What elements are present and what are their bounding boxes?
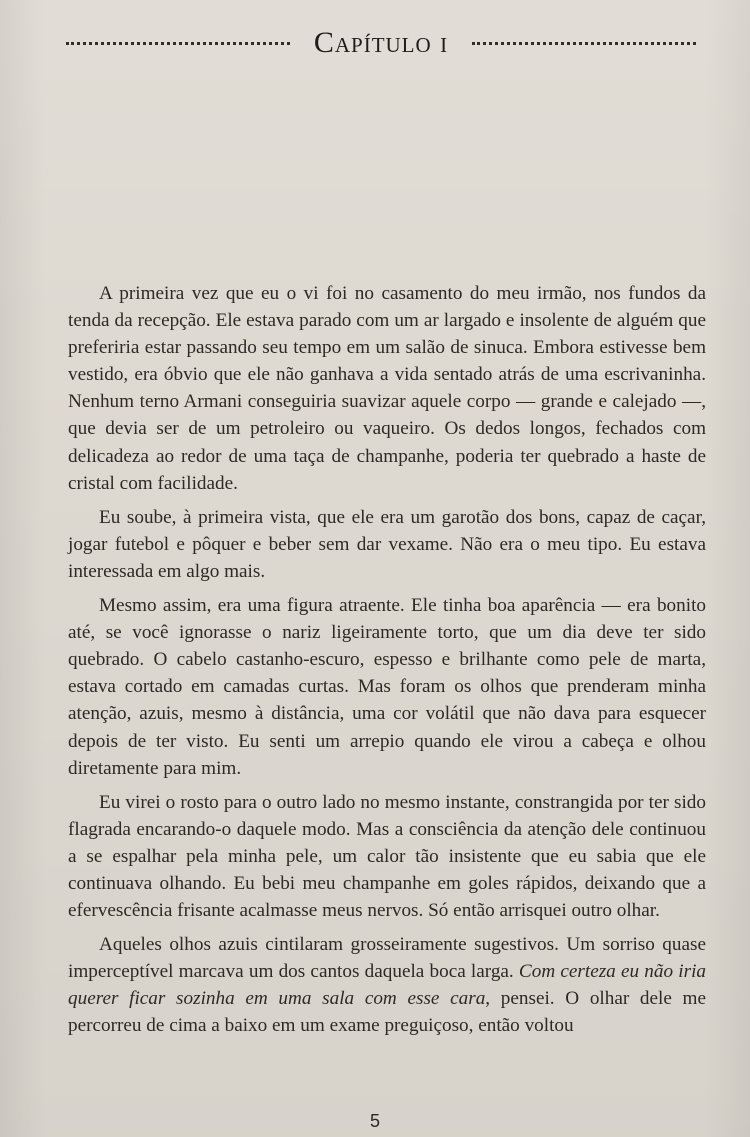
paragraph: Mesmo assim, era uma figura atraente. Ele tinha boa aparência — era bonito até, se você ignorasse o nariz ligeiramente torto, que um dia deve ter sido quebrado. O cabelo castanho-escuro, espesso e brilhante como pele de marta, estava cortado em camadas curtas. Mas foram os olhos que prenderam minha atenção, azuis, mesmo à distância, uma cor volátil que não dava para esquecer depois de ter visto. Eu senti um arrepio quando ele virou a cabeça e olhou diretamente para mim. (68, 595, 706, 779)
chapter-header (66, 18, 696, 68)
paragraph-text: , pensei. O olhar dele me percorreu de cima a baixo em um exame preguiçoso, então voltou (68, 988, 707, 1037)
paragraph-last (68, 931, 706, 1039)
italic-thought: Com certeza eu não iria querer ficar sozinha em uma sala com esse cara (68, 961, 706, 1010)
dotted-rule-right (472, 42, 696, 47)
paragraph: A primeira vez que eu o vi foi no casamento do meu irmão, nos fundos da tenda da recepção. Ele estava parado com um ar largado e insolente de alguém que preferiria estar passando seu tempo em um salão de sinuca. Embora estivesse bem vestido, era óbvio que ele não ganhava a vida sentado atrás de uma escrivaninha. Nenhum terno Armani conseguiria suavizar aquele corpo — grande e calejado —, que devia ser de um petroleiro ou vaqueiro. Os dedos longos, fechados com delicadeza ao redor de uma taça de champanhe, poderia ter quebrado a haste de cristal com facilidade. (68, 283, 706, 494)
chapter-body (68, 280, 706, 1040)
dotted-rule-left (66, 42, 290, 47)
paragraph-text: Aqueles olhos azuis cintilaram grosseiramente sugestivos. Um sorriso quase imperceptível marcava um dos cantos daquela boca larga. (68, 934, 706, 983)
paragraph: Eu virei o rosto para o outro lado no mesmo instante, constrangida por ter sido flagrada encarando-o daquele modo. Mas a consciência da atenção dele continuou a se espalhar pela minha pele, um calor tão insistente que eu sabia que ele continuava olhando. Eu bebi meu champanhe em goles rápidos, deixando que a efervescência frisante acalmasse meus nervos. Só então arrisquei outro olhar. (68, 791, 706, 922)
page-number: 5 (369, 1111, 380, 1131)
chapter-title: Capítulo i (313, 26, 449, 59)
paragraph: Eu soube, à primeira vista, que ele era um garotão dos bons, capaz de caçar, jogar futebol e pôquer e beber sem dar vexame. Não era o meu tipo. Eu estava interessada em algo mais. (68, 506, 706, 582)
